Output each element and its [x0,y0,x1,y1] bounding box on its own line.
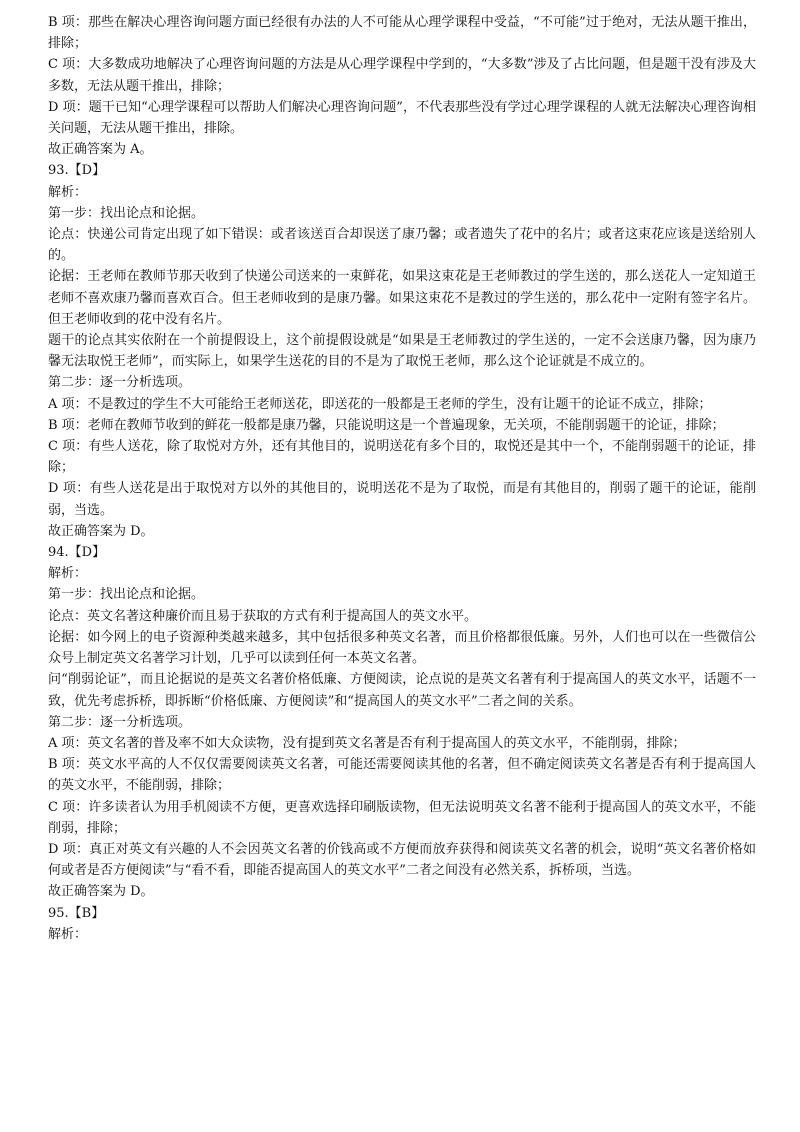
question-number-94: 94.【D】 [48,545,106,561]
option-a-analysis-93: A 项：不是教过的学生不大可能给王老师送花，即送花的一般都是王老师的学生，没有让题干的论证不成立，排除； [48,396,712,412]
step-one-93: 第一步：找出论点和论据。 [48,205,205,221]
option-c-analysis-q92: C 项：大多数成功地解决了心理咨询问题的方法是从心理学课程中学到的，“大多数”涉及了占比问题，但是题干没有涉及大多数，无法从题干推出，排除； [48,57,756,94]
analysis-heading-93: 解析： [48,184,88,200]
option-d-analysis-94: D 项：真正对英文有兴趣的人不会因英文名著的价钱高或不方便而放弃获得和阅读英文名著的机会，说明“英文名著价格如何或者是否方便阅读”与“看不看，即能否提高国人的英文水平”二者之间没有必然关系，拆桥项，当选。 [48,841,756,879]
option-b-analysis-93: B 项：老师在教师节收到的鲜花一般都是康乃馨，只能说明这是一个普遍现象，无关项，不能削弱题干的论证，排除； [48,417,725,433]
question-number-93: 93.【D】 [48,163,106,179]
answer-conclusion-93: 故正确答案为 D。 [48,523,154,539]
argument-point-93: 论点：快递公司肯定出现了如下错误：或者该送百合却误送了康乃馨；或者遗失了花中的名片；或者这束花应该是送给别人的。 [48,227,756,264]
option-b-analysis-94: B 项：英文水平高的人不仅仅需要阅读英文名著，可能还需要阅读其他的名著，但不确定阅读英文名著是否有利于提高国人的英文水平，不能削弱，排除； [48,757,756,794]
argument-evidence-93: 论据：王老师在教师节那天收到了快递公司送来的一束鲜花，如果这束花是王老师教过的学生送的，那么送花人一定知道王老师不喜欢康乃馨而喜欢百合。但王老师收到的是康乃馨。如果这束花不是教过的学生送的，那么花中一定附有签字名片。但王老师收到的花中没有名片。 [48,269,756,327]
step-two-94: 第二步：逐一分析选项。 [48,714,192,730]
analysis-heading-95: 解析： [48,926,88,942]
premise-note-93: 题干的论点其实依附在一个前提假设上，这个前提假设就是“如果是王老师教过的学生送的，一定不会送康乃馨，因为康乃馨无法取悦王老师”，而实际上，如果学生送花的目的不是为了取悦王老师，那么这个论证就是不成立的。 [48,333,756,370]
option-d-analysis-93: D 项：有些人送花是出于取悦对方以外的其他目的，说明送花不是为了取悦，而是有其他目的，削弱了题干的论证，能削弱，当选。 [48,481,756,518]
answer-conclusion-94: 故正确答案为 D。 [48,884,154,900]
analysis-heading-94: 解析： [48,566,88,582]
option-d-analysis-q92: D 项：题干已知“心理学课程可以帮助人们解决心理咨询问题”，不代表那些没有学过心理学课程的人就无法解决心理咨询相关问题，无法从题干推出，排除。 [48,99,756,137]
option-c-analysis-93: C 项：有些人送花，除了取悦对方外，还有其他目的，说明送花有多个目的，取悦还是其中一个，不能削弱题干的论证，排除； [48,439,756,476]
argument-evidence-94: 论据：如今网上的电子资源种类越来越多，其中包括很多种英文名著，而且价格都很低廉。另外，人们也可以在一些微信公众号上制定英文名著学习计划，几乎可以读到任何一本英文名著。 [48,629,756,667]
question-number-95: 95.【B】 [48,905,105,921]
step-one-94: 第一步：找出论点和论据。 [48,587,205,603]
option-a-analysis-94: A 项：英文名著的普及率不如大众读物，没有提到英文名著是否有利于提高国人的英文水平，不能削弱，排除； [48,735,686,751]
step-two-93: 第二步：逐一分析选项。 [48,375,192,391]
option-b-analysis-q92: B 项：那些在解决心理咨询问题方面已经很有办法的人不可能从心理学课程中受益，“不可能”过于绝对，无法从题干推出，排除； [48,15,756,52]
bridge-note-94: 问“削弱论证”，而且论据说的是英文名著价格低廉、方便阅读，论点说的是英文名著有利于提高国人的英文水平，话题不一致，优先考虑拆桥，即拆断“价格低廉、方便阅读”和“提高国人的英文水平”二者之间的关系。 [48,672,756,709]
answer-conclusion-q92: 故正确答案为 A。 [48,142,153,158]
argument-point-94: 论点：英文名著这种廉价而且易于获取的方式有利于提高国人的英文水平。 [48,608,478,624]
option-c-analysis-94: C 项：许多读者认为用手机阅读不方便，更喜欢选择印刷版读物，但无法说明英文名著不能利于提高国人的英文水平，不能削弱，排除； [48,799,756,836]
